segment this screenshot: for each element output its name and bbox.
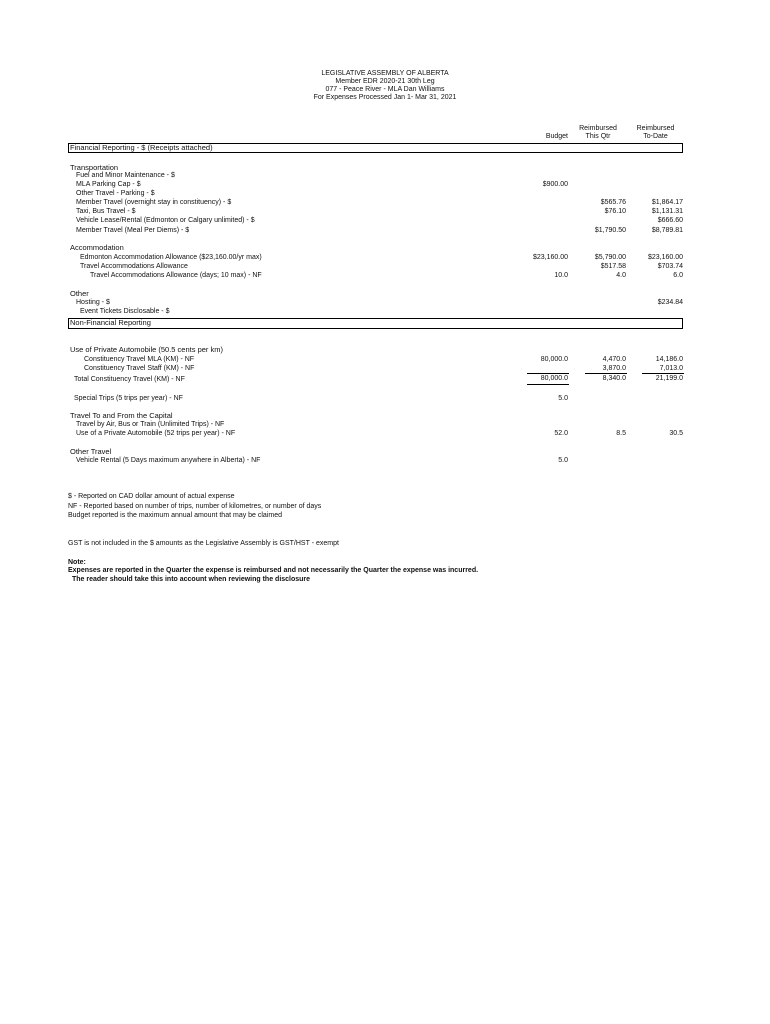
row-todate: 6.0 (673, 272, 683, 279)
accommodation-heading: Accommodation (70, 243, 124, 252)
row-budget: 10.0 (554, 272, 568, 279)
col-qtr-line1: Reimbursed (579, 125, 617, 132)
report-period: For Expenses Processed Jan 1- Mar 31, 2021 (313, 94, 457, 101)
row-label: Taxi, Bus Travel - $ (76, 208, 136, 215)
row-budget: 52.0 (554, 430, 568, 437)
gst-note: GST is not included in the $ amounts as the Legislative Assembly is GST/HST - exempt (68, 540, 339, 547)
footnote-budget: Budget reported is the maximum annual amount that may be claimed (68, 512, 283, 519)
row-qtr: 3,870.0 (602, 365, 626, 372)
note-line1: Expenses are reported in the Quarter the expense is reimbursed and not necessarily the Quarter the expense was incurred. (68, 567, 479, 574)
footnote-dollar: $ - Reported on CAD dollar amount of actual expense (68, 493, 235, 500)
total-rule-todate (642, 373, 684, 374)
col-qtr-line2: This Qtr (585, 133, 611, 140)
total-budget: 80,000.0 (540, 375, 568, 382)
row-label: Constituency Travel Staff (KM) - NF (84, 365, 195, 372)
row-label: Fuel and Minor Maintenance - $ (76, 172, 175, 179)
row-qtr: 8.5 (616, 430, 626, 437)
nonfinancial-reporting-header (68, 318, 683, 329)
total-label: Total Constituency Travel (KM) - NF (74, 376, 185, 383)
row-budget: 5.0 (558, 457, 568, 464)
row-label: Use of a Private Automobile (52 trips per year) - NF (76, 430, 236, 437)
row-todate: $1,131.31 (651, 208, 683, 215)
note-line2: The reader should take this into account when reviewing the disclosure (72, 576, 311, 583)
footnote-nf: NF - Reported based on number of trips, number of kilometres, or number of days (68, 503, 322, 510)
row-qtr: 4.0 (616, 272, 626, 279)
report-subtitle: Member EDR 2020-21 30th Leg (335, 78, 435, 85)
col-todate-line1: Reimbursed (636, 125, 675, 132)
row-todate: $8,789.81 (651, 227, 683, 234)
row-label: Event Tickets Disclosable - $ (80, 308, 170, 315)
total-rule-qtr (585, 373, 627, 374)
row-todate: $1,864.17 (651, 199, 683, 206)
row-qtr: $76.10 (604, 208, 626, 215)
row-todate: $703.74 (657, 263, 683, 270)
row-label: MLA Parking Cap - $ (76, 181, 141, 188)
member-name: 077 - Peace River - MLA Dan Williams (325, 86, 445, 93)
total-qtr: 8,340.0 (602, 375, 626, 382)
row-qtr: $565.76 (600, 199, 626, 206)
row-label: Edmonton Accommodation Allowance ($23,160.00/yr max) (80, 254, 262, 261)
row-todate: 14,186.0 (655, 356, 683, 363)
nonfinancial-reporting-title: Non-Financial Reporting (70, 318, 151, 327)
row-budget: $23,160.00 (532, 254, 568, 261)
row-label: Vehicle Lease/Rental (Edmonton or Calgary unlimited) - $ (76, 217, 255, 224)
row-label: Travel Accommodations Allowance (80, 263, 188, 270)
row-qtr: 4,470.0 (602, 356, 626, 363)
col-budget: Budget (545, 133, 568, 140)
row-label: Other Travel - Parking - $ (76, 190, 155, 197)
row-label: Constituency Travel MLA (KM) - NF (84, 356, 195, 363)
total-rule-budget (527, 373, 569, 374)
total-todate: 21,199.0 (655, 375, 683, 382)
financial-reporting-title: Financial Reporting - $ (Receipts attached) (70, 143, 213, 152)
row-qtr: $517.58 (600, 263, 626, 270)
row-todate: 7,013.0 (659, 365, 683, 372)
private-auto-heading: Use of Private Automobile (50.5 cents per km) (70, 345, 223, 354)
row-todate: 30.5 (669, 430, 683, 437)
other-heading: Other (70, 289, 89, 298)
row-label: Travel Accommodations Allowance (days; 10 max) - NF (90, 272, 262, 279)
special-trips-label: Special Trips (5 trips per year) - NF (74, 395, 183, 402)
report-title: LEGISLATIVE ASSEMBLY OF ALBERTA (321, 70, 449, 77)
row-label: Hosting - $ (76, 299, 110, 306)
row-budget: $900.00 (542, 181, 568, 188)
row-label: Member Travel (Meal Per Diems) - $ (76, 227, 190, 234)
row-todate: $23,160.00 (647, 254, 683, 261)
total-underline-budget (527, 384, 569, 385)
row-label: Member Travel (overnight stay in constituency) - $ (76, 199, 232, 206)
note-title: Note: (68, 559, 86, 566)
special-trips-budget: 5.0 (558, 395, 568, 402)
capital-heading: Travel To and From the Capital (70, 411, 173, 420)
row-todate: $234.84 (657, 299, 683, 306)
other-travel-heading: Other Travel (70, 447, 112, 456)
col-todate-line2: To-Date (643, 133, 668, 140)
transportation-heading: Transportation (70, 163, 119, 172)
row-label: Vehicle Rental (5 Days maximum anywhere in Alberta) - NF (76, 457, 261, 464)
row-todate: $666.60 (657, 217, 683, 224)
row-label: Travel by Air, Bus or Train (Unlimited Trips) - NF (76, 421, 225, 428)
financial-reporting-header (68, 143, 683, 153)
row-qtr: $5,790.00 (594, 254, 626, 261)
row-qtr: $1,790.50 (594, 227, 626, 234)
row-budget: 80,000.0 (540, 356, 568, 363)
